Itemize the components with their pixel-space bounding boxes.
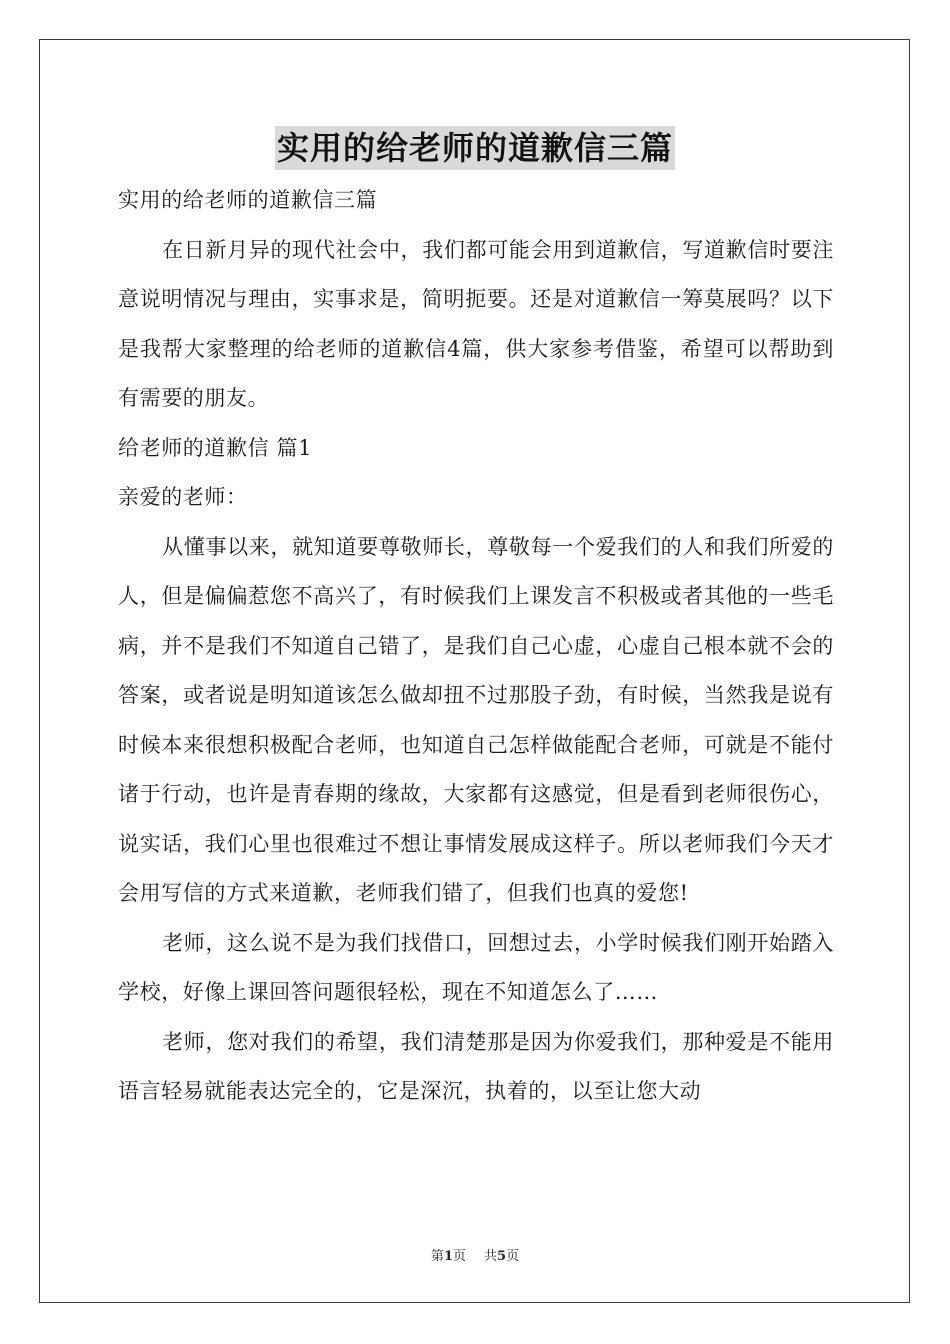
page-number: 1 — [443, 1249, 453, 1264]
total-pages: 5 — [497, 1249, 507, 1264]
paragraph: 在日新月异的现代社会中，我们都可能会用到道歉信，写道歉信时要注意说明情况与理由，实事求是，简明扼要。还是对道歉信一筹莫展吗？以下是我帮大家整理的给老师的道歉信4篇，供大家参考借鉴，希望可以帮助到有需要的朋友。 — [118, 237, 834, 410]
page-suffix: 页 — [452, 1249, 466, 1264]
paragraph: 老师，您对我们的希望，我们清楚那是因为你爱我们，那种爱是不能用语言轻易就能表达完全的，它是深沉，执着的，以至让您大动 — [118, 1029, 834, 1103]
total-suffix: 页 — [506, 1249, 520, 1264]
page-prefix: 第 — [430, 1249, 444, 1264]
page-footer — [0, 1248, 950, 1266]
title-container — [0, 126, 950, 170]
document-title: 实用的给老师的道歉信三篇 — [275, 126, 675, 170]
paragraph: 亲爱的老师： — [118, 485, 248, 509]
paragraph: 给老师的道歉信 篇1 — [118, 435, 313, 460]
paragraph: 实用的给老师的道歉信三篇 — [118, 188, 378, 212]
total-prefix: 共 — [484, 1249, 498, 1264]
paragraph: 从懂事以来，就知道要尊敬师长，尊敬每一个爱我们的人和我们所爱的人，但是偏偏惹您不高兴了，有时候我们上课发言不积极或者其他的一些毛病，并不是我们不知道自己错了，是我们自己心虚，心虚自己根本就不会的答案，或者说是明知道该怎么做却扭不过那股子劲，有时候，当然我是说有时候本来很想积极配合老师，也知道自己怎样做能配合老师，可就是不能付诸于行动，也许是青春期的缘故，大家都有这感觉，但是看到老师很伤心，说实话，我们心里也很难过不想让事情发展成这样子。所以老师我们今天才会用写信的方式来道歉，老师我们错了，但我们也真的爱您! — [118, 534, 834, 905]
document-body — [118, 176, 834, 1117]
paragraph: 老师，这么说不是为我们找借口，回想过去，小学时候我们刚开始踏入学校，好像上课回答问题很轻松，现在不知道怎么了…… — [118, 930, 834, 1004]
